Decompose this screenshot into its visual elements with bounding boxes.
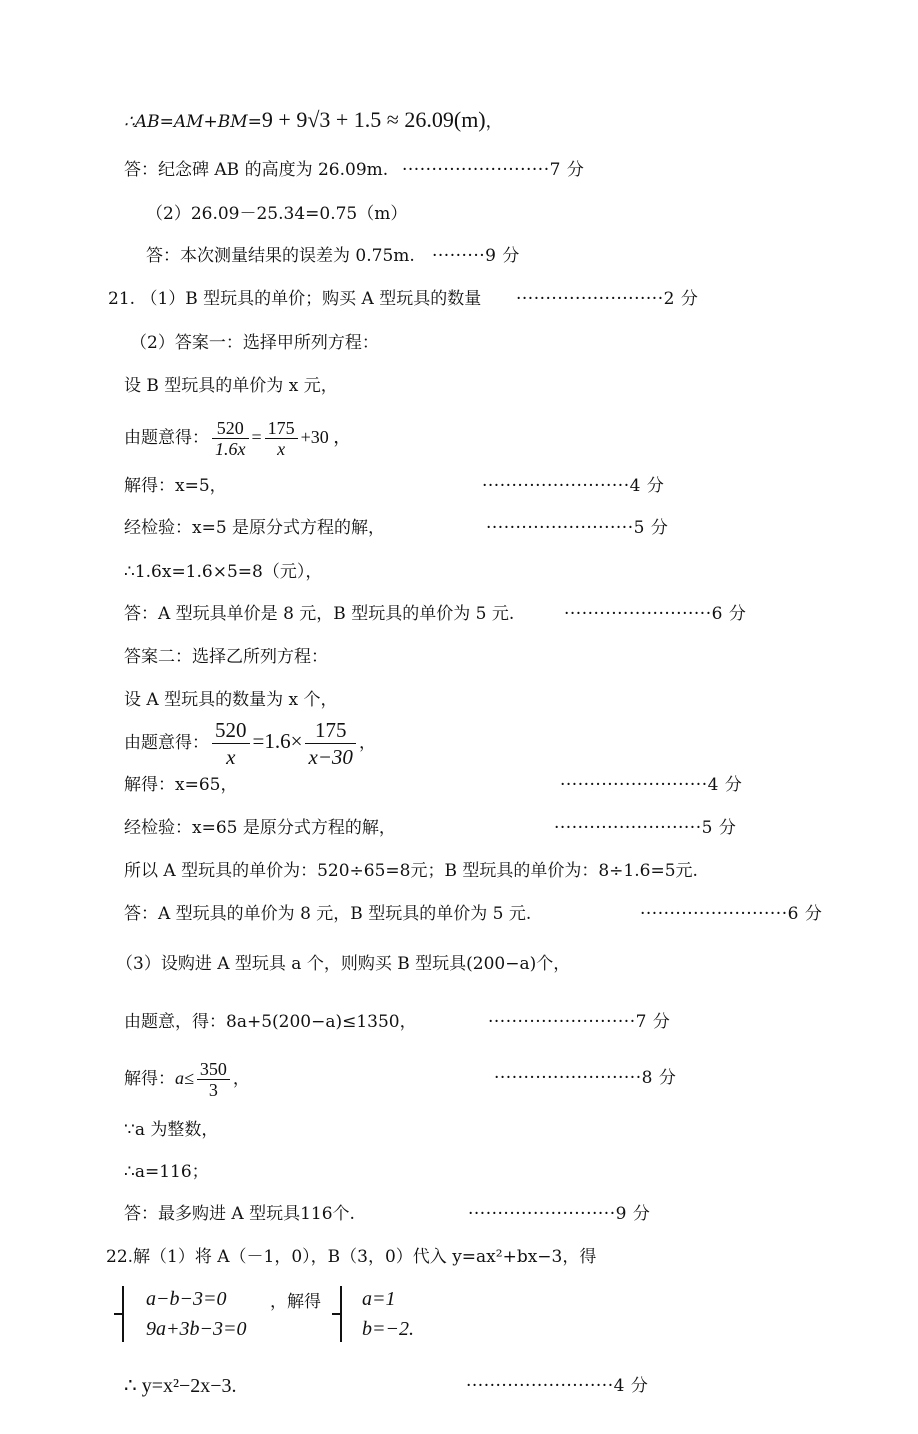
part2-error-calc: （2）26.09－25.34=0.75（m） (146, 204, 408, 224)
answer1-calc: ∴1.6x=1.6×5=8（元）， (124, 562, 323, 582)
result-a: a=1 (362, 1288, 396, 1310)
fraction-175-over-x-minus-30: $\frac{175}{x-30}$ (305, 717, 356, 770)
answer2-title: 答案二：选择乙所列方程： (124, 647, 328, 667)
q21-part1: 21. （1）B 型玩具的单价；购买 A 型玩具的数量 (108, 289, 482, 309)
part3-inequality: 由题意，得：8a+5(200−a)≤1350， (124, 1012, 417, 1032)
equation-label: 由题意得： (124, 733, 209, 753)
fraction-350-over-3: $\frac{350}{3}$ (197, 1059, 230, 1100)
part3-value: ∴a=116； (124, 1162, 209, 1182)
part3-solution: 解得：a≤ $\frac{350}{3}$ ， (124, 1059, 250, 1100)
part3-setup: （3）设购进 A 型玩具 a 个，则购买 B 型玩具(200−a)个， (116, 954, 571, 974)
fraction-175-over-x: $\frac{175}{x}$ (265, 418, 298, 459)
fraction-520-over-1.6x: $\frac{520}{1.6x}$ (212, 418, 249, 459)
score-8: ·························8 分 (494, 1068, 677, 1088)
left-brace-2 (340, 1286, 352, 1342)
answer-error: 答：本次测量结果的误差为 0.75m. (146, 246, 415, 266)
answer1-set-variable: 设 B 型玩具的单价为 x 元， (124, 376, 338, 396)
q22-intro: 22.解（1）将 A（－1，0），B（3，0）代入 y=ax²+bx−3，得 (106, 1247, 597, 1267)
q22-result: ∴ y=x²−2x−3. (124, 1375, 237, 1397)
line-ab-sum (124, 108, 503, 134)
answer1-solution: 解得：x=5， (124, 476, 227, 496)
ab-sum-prefix: ∴AB=AM+BM= (124, 112, 262, 132)
system-result (340, 1284, 460, 1346)
system-eq-2: 9a+3b−3=0 (146, 1318, 247, 1340)
score-4-c: ·························4 分 (466, 1376, 649, 1396)
ab-sum-suffix: ， (485, 112, 503, 132)
fraction-520-over-x: $\frac{520}{x}$ (212, 717, 250, 770)
answer1-conclusion: 答：A 型玩具单价是 8 元，B 型玩具的单价为 5 元. (124, 604, 515, 624)
answer1-title: （2）答案一：选择甲所列方程： (130, 333, 379, 353)
left-brace-1 (122, 1286, 134, 1342)
result-b: b=−2. (362, 1318, 414, 1340)
answer1-check: 经检验：x=5 是原分式方程的解， (124, 518, 386, 538)
answer1-equation: 由题意得： $\frac{520}{1.6x}$ = $\frac{175}{x}$ +30 ， (124, 418, 352, 459)
part3-integer-note: ∵a 为整数， (124, 1120, 219, 1140)
answer-monument-height: 答：纪念碑 AB 的高度为 26.09m. (124, 160, 389, 180)
score-9-a: ·········9 分 (432, 246, 520, 266)
score-6-b: ·························6 分 (640, 904, 823, 924)
score-5-a: ·························5 分 (486, 518, 669, 538)
answer2-solution: 解得：x=65， (124, 775, 238, 795)
score-2: ·························2 分 (516, 289, 699, 309)
score-7-b: ·························7 分 (488, 1012, 671, 1032)
equation-label: 由题意得： (124, 428, 209, 448)
solve-label: 解得： (124, 1069, 175, 1089)
answer2-check: 经检验：x=65 是原分式方程的解， (124, 818, 396, 838)
ab-sum-expression: 9 + 9√3 + 1.5 ≈ 26.09(m) (261, 107, 486, 132)
system-solve-label: ，解得 (270, 1292, 321, 1312)
answer2-prices: 所以 A 型玩具的单价为：520÷65=8元；B 型玩具的单价为：8÷1.6=5元. (124, 861, 698, 881)
score-6-a: ·························6 分 (564, 604, 747, 624)
part3-conclusion: 答：最多购进 A 型玩具116个. (124, 1204, 355, 1224)
answer2-set-variable: 设 A 型玩具的数量为 x 个， (124, 690, 338, 710)
score-4-b: ·························4 分 (560, 775, 743, 795)
score-5-b: ·························5 分 (554, 818, 737, 838)
answer2-equation: 由题意得： $\frac{520}{x}$ =1.6× $\frac{175}{x-30}$ ， (124, 718, 376, 769)
score-7: ·························7 分 (402, 160, 585, 180)
answer2-conclusion: 答：A 型玩具的单价为 8 元，B 型玩具的单价为 5 元. (124, 904, 532, 924)
score-9-b: ·························9 分 (468, 1204, 651, 1224)
score-4-a: ·························4 分 (482, 476, 665, 496)
system-eq-1: a−b−3=0 (146, 1288, 227, 1310)
